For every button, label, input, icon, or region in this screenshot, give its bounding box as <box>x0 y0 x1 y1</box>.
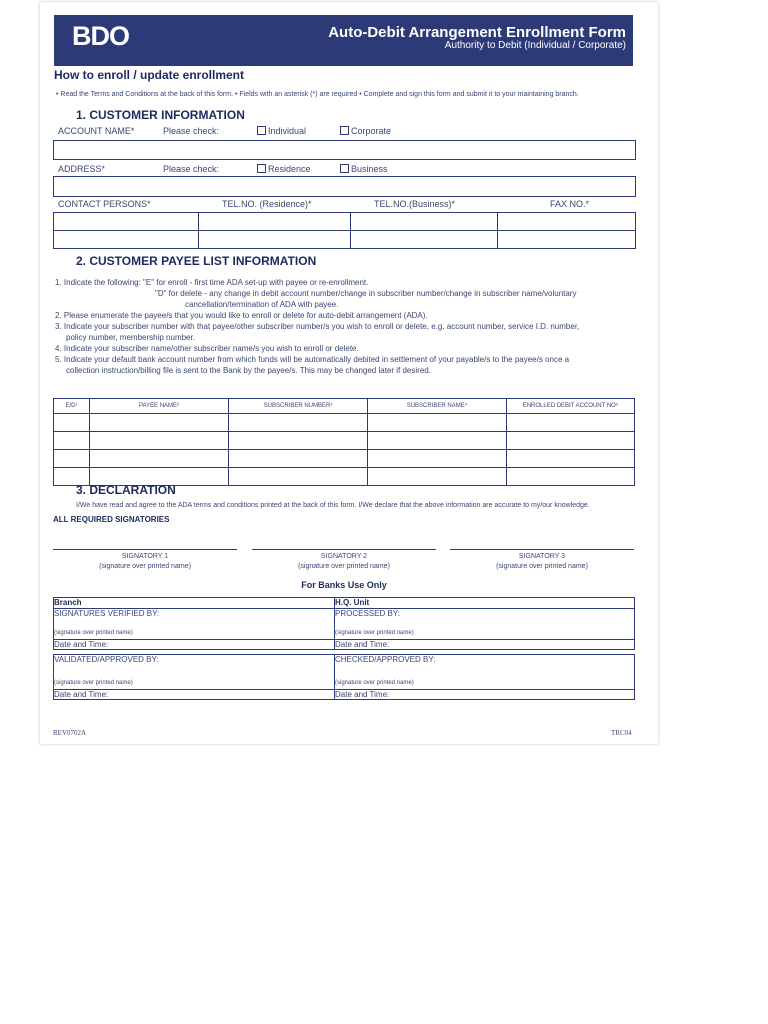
corporate-checkbox[interactable] <box>340 126 349 135</box>
instruction-line: policy number, membership number. <box>66 333 195 342</box>
business-checkbox[interactable] <box>340 164 349 173</box>
payee-table <box>53 398 635 486</box>
table-cell[interactable] <box>368 414 507 432</box>
table-cell[interactable] <box>229 432 368 450</box>
signatory-3[interactable] <box>450 549 634 572</box>
col-debit-account: ENROLLED DEBIT ACCOUNT NO⁵ <box>507 399 635 414</box>
table-cell[interactable] <box>229 450 368 468</box>
instruction-line: 4. Indicate your subscriber name/other subscriber name/s you wish to enroll or delete. <box>55 344 359 353</box>
residence-option[interactable] <box>257 164 311 174</box>
bank-use-table <box>53 597 635 700</box>
hq-label: H.Q. Unit <box>335 598 635 609</box>
table-cell[interactable] <box>229 414 368 432</box>
checked-label: CHECKED/APPROVED BY: <box>335 655 436 664</box>
address-field[interactable] <box>53 176 636 197</box>
date-time-cell[interactable]: Date and Time: <box>335 690 635 700</box>
howto-heading: How to enroll / update enrollment <box>54 68 245 82</box>
table-cell[interactable] <box>507 414 635 432</box>
date-time-cell[interactable]: Date and Time: <box>54 690 335 700</box>
sig-over-3: (signature over printed name) <box>54 680 133 686</box>
table-cell[interactable] <box>507 450 635 468</box>
table-cell[interactable] <box>368 468 507 486</box>
table-cell[interactable] <box>90 432 229 450</box>
signatory-2-sub: (signature over printed name) <box>298 563 390 570</box>
instruction-line: collection instruction/billing file is sent to the Bank by the payee/s. This may be changed later if desired. <box>66 366 431 375</box>
table-cell[interactable] <box>54 432 90 450</box>
sig-over-2: (signature over printed name) <box>335 630 414 636</box>
payee-instructions <box>55 277 635 376</box>
sig-verified-label: SIGNATURES VERIFIED BY: <box>54 609 160 618</box>
validated-label: VALIDATED/APPROVED BY: <box>54 655 159 664</box>
individual-checkbox[interactable] <box>257 126 266 135</box>
individual-option[interactable] <box>257 126 306 136</box>
branch-label: Branch <box>54 598 335 609</box>
bdo-logo: BDO <box>72 21 129 51</box>
please-check-label: Please check: <box>163 126 220 136</box>
business-option[interactable] <box>340 164 388 174</box>
date-time-cell[interactable]: Date and Time: <box>335 640 635 650</box>
table-row <box>54 414 635 432</box>
instruction-line: 3. Indicate your subscriber number with that payee/other subscriber number/s you wish to enroll or delete, e.g. account number, service I.D. number, <box>55 322 580 331</box>
tel-residence-cell[interactable] <box>199 213 351 231</box>
instruction-line: 2. Please enumerate the payee/s that you would like to enroll or delete for auto-debit arrangement (ADA). <box>55 311 428 320</box>
form-title: Auto-Debit Arrangement Enrollment Form <box>328 24 626 41</box>
rev-code: REV0702A <box>53 729 87 737</box>
table-cell[interactable] <box>368 432 507 450</box>
all-required-signatories: ALL REQUIRED SIGNATORIES <box>53 515 170 524</box>
tel-residence-cell[interactable] <box>199 231 351 249</box>
account-name-field[interactable] <box>53 140 636 160</box>
sig-over-1: (signature over printed name) <box>54 630 133 636</box>
col-ed: E/D¹ <box>54 399 90 414</box>
date-time-cell[interactable]: Date and Time: <box>54 640 335 650</box>
contact-persons-label: CONTACT PERSONS* <box>58 199 151 209</box>
form-subtitle: Authority to Debit (Individual / Corporate) <box>444 40 626 51</box>
individual-label: Individual <box>268 126 307 136</box>
residence-checkbox[interactable] <box>257 164 266 173</box>
business-label: Business <box>351 164 388 174</box>
instruction-line: 5. Indicate your default bank account number from which funds will be automatically debited in settlement of your payable/s to the payee/s once a <box>55 355 570 364</box>
validated-cell[interactable] <box>54 655 335 690</box>
col-payee-name: PAYEE NAME² <box>90 399 229 414</box>
corporate-option[interactable] <box>340 126 391 136</box>
fax-cell[interactable] <box>498 231 636 249</box>
table-cell[interactable] <box>90 450 229 468</box>
processed-label: PROCESSED BY: <box>335 609 400 618</box>
table-row <box>54 432 635 450</box>
table-row <box>54 450 635 468</box>
instruction-line: cancellation/termination of ADA with payee. <box>185 300 339 309</box>
checked-cell[interactable] <box>335 655 635 690</box>
instruction-line: 1. Indicate the following: "E" for enroll - first time ADA set-up with payee or re-enrollment. <box>55 278 369 287</box>
residence-label: Residence <box>268 164 311 174</box>
table-cell[interactable] <box>229 468 368 486</box>
col-subscriber-number: SUBSCRIBER NUMBER³ <box>229 399 368 414</box>
tel-business-cell[interactable] <box>351 213 498 231</box>
section2-title: 2. CUSTOMER PAYEE LIST INFORMATION <box>76 254 317 268</box>
signatory-2[interactable] <box>252 549 436 572</box>
corporate-label: Corporate <box>351 126 392 136</box>
tel-business-cell[interactable] <box>351 231 498 249</box>
table-cell[interactable] <box>507 432 635 450</box>
sig-verified-cell[interactable] <box>54 609 335 640</box>
section1-title: 1. CUSTOMER INFORMATION <box>76 108 245 122</box>
howto-bullets: • Read the Terms and Conditions at the back of this form. • Fields with an asterisk (*) are required • Complete and sign this form and submit it to your maintaining branch. <box>56 91 579 98</box>
instruction-line: "D" for delete - any change in debit account number/change in subscriber number/change in subscriber name/voluntary <box>155 289 577 298</box>
sig-over-4: (signature over printed name) <box>335 680 414 686</box>
table-cell[interactable] <box>368 450 507 468</box>
please-check-label-2: Please check: <box>163 164 220 174</box>
signatory-3-label: SIGNATORY 3 <box>518 553 566 560</box>
fax-cell[interactable] <box>498 213 636 231</box>
fax-label: FAX NO.* <box>550 199 590 209</box>
signatory-1-sub: (signature over printed name) <box>99 563 191 570</box>
signatory-2-label: SIGNATORY 2 <box>320 553 368 560</box>
signatory-1-label: SIGNATORY 1 <box>121 553 169 560</box>
tel-business-label: TEL.NO.(Business)* <box>374 199 456 209</box>
bank-use-title: For Banks Use Only <box>301 580 387 590</box>
contact-table <box>53 212 636 249</box>
trc-code: TRC04 <box>611 729 632 737</box>
processed-cell[interactable] <box>335 609 635 640</box>
signatory-3-sub: (signature over printed name) <box>496 563 588 570</box>
declaration-text: I/We have read and agree to the ADA terms and conditions printed at the back of this form. I/We declare that the above information are accurate to my/our knowledge. <box>76 502 590 509</box>
table-cell[interactable] <box>507 468 635 486</box>
howto-bullets-text: Read the Terms and Conditions at the back of this form. • Fields with an asterisk (*) are required • Complete and sign this form and submit it to your maintaining branch. <box>60 91 579 98</box>
col-subscriber-name: SUBSCRIBER NAME⁴ <box>368 399 507 414</box>
tel-residence-label: TEL.NO. (Residence)* <box>222 199 312 209</box>
contact-person-cell[interactable] <box>54 231 199 249</box>
table-cell[interactable] <box>90 414 229 432</box>
table-cell[interactable] <box>54 414 90 432</box>
address-label: ADDRESS* <box>58 164 106 174</box>
section3-title: 3. DECLARATION <box>76 483 176 497</box>
table-cell[interactable] <box>54 450 90 468</box>
signatory-1[interactable] <box>53 549 237 572</box>
account-name-label: ACCOUNT NAME* <box>58 126 135 136</box>
contact-person-cell[interactable] <box>54 213 199 231</box>
